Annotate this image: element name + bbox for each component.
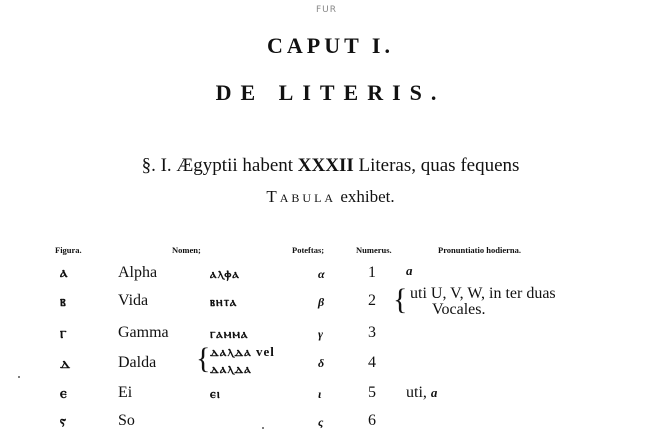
nomen-cell: So (118, 412, 135, 429)
numerus-cell: 3 (368, 324, 376, 341)
coptic-name-cell: ⲁⲗⲫⲁ (210, 266, 240, 281)
section-text-start: Ægyptii habent (176, 155, 294, 176)
pronuntiatio-line2: Vocales. (432, 301, 486, 318)
brace-icon: { (393, 283, 408, 316)
tabula-line (0, 187, 661, 207)
figura-cell: ⲉ (60, 386, 67, 402)
tabula-word: Tabula (266, 187, 337, 206)
figura-cell: ⲇ (60, 356, 71, 372)
figura-cell: ⲅ (60, 326, 67, 342)
nomen-cell: Ei (118, 384, 133, 401)
pronuntiatio-uti: uti, (406, 384, 427, 401)
nomen-cell: Vida (118, 292, 149, 309)
numerus-cell: 6 (368, 412, 376, 429)
pronuntiatio-cell (406, 384, 437, 402)
potestas-cell: δ (318, 356, 325, 370)
coptic-name-cell: ⲉⲓ (210, 386, 221, 401)
speck (262, 427, 264, 429)
potestas-cell: α (318, 267, 325, 281)
coptic-name-cell: ⲃⲏⲧⲁ (210, 294, 238, 309)
chapter-title: DE LITERIS. (215, 80, 446, 105)
coptic-name-line2: ⲇⲁⲗⲇⲁ (210, 361, 252, 376)
coptic-name-cell: ⲅⲁⲙⲙⲁ (210, 326, 249, 341)
numerus-cell: 1 (368, 264, 376, 281)
brace-icon: { (196, 342, 211, 375)
coptic-name-line1: ⲇⲁⲗⲇⲁ vel (210, 344, 275, 359)
section-number: §. I. (141, 155, 172, 176)
potestas-cell: ι (318, 387, 322, 401)
pronuntiatio-letter: a (430, 385, 438, 400)
nomen-cell: Dalda (118, 354, 157, 371)
header-pronuntiatio: Pronuntiatio hodierna. (438, 245, 521, 255)
header-potestas: Poteftas; (292, 245, 325, 255)
nomen-cell: Gamma (118, 324, 169, 341)
numerus-cell: 2 (368, 292, 376, 309)
nomen-cell: Alpha (118, 264, 158, 281)
figura-cell: ⲃ (60, 294, 66, 310)
header-numerus: Numerus. (356, 245, 392, 255)
section-text-end: Literas, quas fequens (358, 155, 520, 176)
potestas-cell: β (318, 295, 325, 309)
header-nomen: Nomen; (172, 245, 201, 255)
tabula-rest: exhibet. (340, 187, 395, 206)
figura-cell: ⲁ (60, 265, 68, 281)
chapter-heading: CAPUT I. (267, 33, 394, 58)
potestas-cell: ς (318, 415, 324, 429)
section-paragraph (0, 155, 661, 177)
figura-cell: ⲋ (60, 414, 67, 430)
pronuntiatio-cell: a (406, 263, 413, 278)
pronuntiatio-line1: uti U, V, W, in ter duas (410, 285, 556, 302)
library-stamp: FUR (316, 5, 338, 15)
potestas-cell: γ (318, 327, 323, 341)
numerus-cell: 4 (368, 354, 376, 371)
header-figura: Figura. (55, 245, 82, 255)
speck (18, 376, 20, 378)
letter-count: XXXII (297, 155, 354, 176)
numerus-cell: 5 (368, 384, 376, 401)
